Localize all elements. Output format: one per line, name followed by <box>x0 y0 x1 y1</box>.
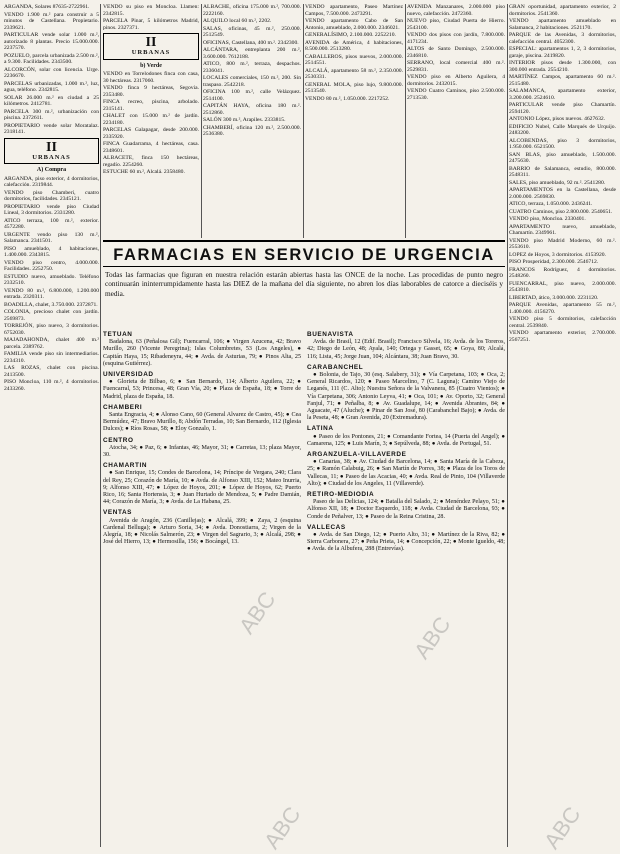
classified-ad: PISO Moncloa, 110 m.², 4 dormitorios. 2433260. <box>4 379 99 392</box>
classified-ad: VENDO piso Chamberí, cuatro dormitorios, facilidades. 2345121. <box>4 189 99 202</box>
classified-ad: URGENTE vendo piso 130 m.², Salamanca. 2341501. <box>4 231 99 244</box>
classified-ad: VENDO 1.900 m.² para construir a 5 minutos de Castellana. Propietario. 2339621. <box>4 11 99 31</box>
classified-ad: ALCALÁ, apartamento 58 m.², 2.350.000. 2530331. <box>305 67 403 80</box>
classified-ad: PARCELAS urbanizadas, 1.000 m.², luz, agua, teléfono. 2342815. <box>4 80 99 93</box>
classified-ad: VENDO piso 5 dormitorios, calefacción central. 2539840. <box>509 316 616 329</box>
classified-ad: OFICINA 100 m.², calle Velázquez. 2514100. <box>203 89 301 102</box>
classified-ad: PARQUE de las Avenidas, 3 dormitorios, calefacción central. 4052300. <box>509 32 616 45</box>
pharmacies-title: FARMACIAS EN SERVICIO DE URGENCIA <box>113 246 495 264</box>
column-rule <box>303 4 304 238</box>
classified-ad: EDIFICIO Nubel, Calle Marqués de Urquijo. 2483200. <box>509 123 616 136</box>
classified-ad: ALBACHE, oficina 175.000 m.², 700.000. 2222160. <box>203 4 301 17</box>
classified-ad: CHALET con 15.000 m.² de jardín. 2234180. <box>103 113 199 126</box>
district-pharmacy-list: Badalona, 63 (Peñalosa Gil); Fuencarral, 106; ● Virgen Azucena, 42; Bravo Murillo, 260 (Vicente Peregrina); Islas Columbretes, 53 (Los Angeles), ● Capitán Haya, 15; Ribadeneyra, 44; ● Avda. de Asturias, 79; ● Pinos Alta, 25 (esquina Gutiérrez). <box>103 339 301 367</box>
section-heading-urbanas <box>103 33 199 60</box>
pharmacies-banner <box>103 240 505 267</box>
watermark: ABC <box>538 802 586 854</box>
classified-ad: LIBERTAD, ático, 3.000.000. 2231120. <box>509 294 599 301</box>
classified-ad: MARTÍNEZ Campos, apartamento 60 m.². 2515480. <box>509 74 616 87</box>
district-pharmacy-list: Avenida de Aragón, 236 (Canillejas); ● Alcalá, 399; ● Zaya, 2 (esquina Cardenal Belluga); ● Arturo Soria, 34; ● Avda. Donostiarra, 2; Virgen de la Alegría, 18; ● Nicolás Salmerón, 23; ● Virgen del Sagrario, 3; ● Alcalá, 298; ● José del Hierro, 13; ● Hermosilla, 156; ● Bocángel, 13. <box>103 517 301 546</box>
classified-ad: VENDO piso en Alberto Aguilera, 4 dormitorios. 2432015. <box>407 74 505 87</box>
classified-ad: SOLAR 26.000 m.² en ciudad a 25 kilómetros. 2412781. <box>4 94 99 107</box>
classified-ad: PARTICULAR vende solar 1.000 m.², autorizado 8 plantas. Precio 15.000.000. 2237570. <box>4 32 99 51</box>
classifieds-column-1 <box>4 4 99 847</box>
district-heading: CHAMBERI <box>103 403 143 411</box>
district-pharmacy-list: ● Avda. de San Diego, 12; ● Puerto Alto, 31; ● Martínez de la Riva, 82; ● Sierra Carbonera, 27; ● Peña Prieta, 14; ● Concepción, 22; ● Monte Igueldo, 48; ● Avda. de la Albufera, 288 (Entrevías). <box>307 532 505 553</box>
district-pharmacy-list: ● San Enrique, 15; Condes de Barcelona, 14; Príncipe de Vergara, 240; Clara del Rey, 25; Corazón de María, 10; ● Avda. de Alfonso XIII, 152; Mateo Inurria, 9; Alfonso XIII, 47; ● López de Hoyos, 201; ● López de Hoyos, 62; Puerto Rico, 16; Santa Hortensia, 3; ● Juan Hurtado de Mendoza, 5; ● Padre Damián, 44; Corazón de María, 3; ● Avda. de La Habana, 25. <box>103 470 301 506</box>
classified-ad: ALCOBENDAS, piso 3 dormitorios, 1.950.000. 6521500. <box>509 137 616 150</box>
classified-ad: PARTICULAR vende piso Chamartín. 2594120. <box>509 102 616 115</box>
classified-ad: VENDO Cuatro Caminos, piso 2.500.000. 2713530. <box>407 88 505 101</box>
section-heading-urbanas <box>4 138 99 165</box>
classified-ad: OFICINAS, Castellana, 400 m.². 2342300. <box>203 39 299 46</box>
classified-ad: ALQUILO local 60 m.², 2202. <box>203 18 272 24</box>
classified-ad: PARCELA 300 m.², urbanización con piscina. 2372611. <box>4 108 99 121</box>
classified-ad: COLONIA, precioso chalet con jardín. 2569873. <box>4 309 99 322</box>
classified-ad: TORREJÓN, piso nuevo, 3 dormitorios. 6752030. <box>4 323 99 336</box>
classified-ad: NUEVO piso, Ciudad Puerta de Hierro. 2543100. <box>407 18 505 31</box>
district-heading: CARABANCHEL <box>307 363 364 371</box>
pharmacies-column-left <box>103 328 301 846</box>
classified-ad: BARRIO de Salamanca, estudio, 800.000. 2548311. <box>509 165 616 178</box>
district-pharmacy-list: ● Paseo de los Pontones, 21; ● Comandante Fortea, 14 (Puerta del Angel); ● Camarena, 125; ● Luis Marín, 3; ● Sepúlveda, 88; ● Avda. de Portugal, 51. <box>307 433 505 447</box>
watermark: ABC <box>233 587 281 639</box>
section-label: URBANAS <box>131 49 171 56</box>
watermark: ABC <box>258 802 306 854</box>
district-heading: RETIRO-MEDIODIA <box>307 491 375 499</box>
classifieds-column-5 <box>407 4 505 240</box>
classified-ad: LOCALES comerciales, 150 m.², 200. Sin traspaso. 2542218. <box>203 75 301 88</box>
district-pharmacy-list: Santa Engracia, 4; ● Alonso Cano, 60 (General Alvarez de Castro, 45); ● Cea Bermúdez, 47; Bravo Murillo, 8; Abdón Terradas, 10; San Bernardo, 112 (Iglesia Dulces); ● Ríos Rosas, 58; ● Eloy Gonzalo, 1. <box>103 412 301 433</box>
classified-ad: ALCÁNTARA, entreplanta 200 m.², 3.600.000. 7612188. <box>203 47 301 60</box>
classified-ad: CUATRO Caminos, piso 2.800.000. 2540651. <box>509 208 613 215</box>
classified-ad: VENDO piso Madrid Moderno, 60 m.². 2553610. <box>509 237 616 250</box>
classified-ad: ALCORCÓN, solar con licencia. Urge. 2236670. <box>4 66 99 79</box>
classified-ad: ARGANDA, Solares 87635-2722961. <box>4 4 90 10</box>
classified-ad: ARGANDA, piso exterior, 4 dormitorios, calefacción. 2319844. <box>4 175 99 188</box>
classifieds-column-4 <box>305 4 403 240</box>
classified-ad: LOPEZ de Hoyos, 3 dormitorios. 4153920. <box>509 251 606 258</box>
district-heading: ARGANZUELA-VILLAVERDE <box>307 451 407 459</box>
classified-ad: INTERIOR pisos desde 1.300.000, con 300.000 entrada. 2554210. <box>509 60 616 73</box>
district-heading: CENTRO <box>103 436 134 444</box>
classified-ad: BOADILLA, chalet, 3.750.000. 2372871. <box>4 301 98 308</box>
ads-list-top <box>4 4 99 136</box>
classified-ad: SALAS, oficinas, 45 m.², 250.000. 2512549. <box>203 25 301 38</box>
classified-ad: FAMILIA vende piso sin intermediarios. 2234310. <box>4 351 99 364</box>
classified-ad: SALÓN 300 m.², Arapiles. 2333815. <box>203 117 286 123</box>
classified-ad: PARCELA Pinar, 5 kilómetros Madrid, pinos. 2327371. <box>103 18 199 31</box>
classified-ad: VENDO dos pisos con jardín, 7.800.000. 4171234. <box>407 32 505 45</box>
section-number: II <box>46 139 57 155</box>
classified-ad: PISO amueblado, 4 habitaciones, 1.400.000. 2343815. <box>4 245 99 258</box>
district-heading: VALLECAS <box>307 523 346 531</box>
classified-ad: VENDO piso, Moncloa. 2330401. <box>509 216 586 222</box>
classified-ad: CHAMBERÍ, oficina 120 m.², 2.500.000. 2536380. <box>203 124 301 137</box>
classified-ad: VENDO en Torrelodones finca con casa, 30 hectáreas. 2317060. <box>103 71 199 84</box>
classified-ad: SERRANO, local comercial 400 m.². 2529831. <box>407 60 505 73</box>
classified-ad: FRANCOS Rodríguez, 4 dormitorios. 2548260. <box>509 266 616 279</box>
classified-ad: POZUELO, parcela urbanizada 2.500 m.², a 9.300. Facilidades. 2343500. <box>4 52 99 65</box>
pharmacies-section <box>103 240 505 847</box>
district-heading: BUENAVISTA <box>307 331 354 338</box>
classifieds-column-2 <box>103 4 199 240</box>
classified-ad: ANTONIO López, pisos nuevos. 4627632. <box>509 116 606 122</box>
classified-ad: FINCA Guadarrama, 4 hectáreas, casa. 2348601. <box>103 141 199 154</box>
classified-ad: ATICO terraza, 100 m.², exterior. 4572280. <box>4 217 99 230</box>
classified-ad: ESPECIAL: apartamentos 1, 2, 3 dormitorios, garaje, piscina. 2419820. <box>509 46 616 59</box>
district-heading: VENTAS <box>103 509 133 517</box>
classified-ad: CABALLEROS, pisos nuevos, 2.000.000. 2514551. <box>305 53 403 66</box>
pharmacies-column-right <box>307 328 505 846</box>
section-label: URBANAS <box>32 153 71 161</box>
classified-ad: VENDO apartamento Cabo de San Antonio, amueblado, 2.000.000. 2346021. <box>305 18 403 31</box>
classified-ad: VENDO finca 9 hectáreas, Segovia. 2353480. <box>103 85 199 98</box>
column-rule <box>201 4 202 238</box>
classified-ad: ATICO, terraza, 1.050.000. 2436241. <box>509 201 593 207</box>
classified-ad: FINCA recreo, piscina, arbolado. 2315141. <box>103 99 199 112</box>
ads-list-urbanas <box>4 176 99 393</box>
district-pharmacy-list: Avda. de Brasil, 12 (Edif. Brasil); Francisco Silvela, 16; Avda. de los Toreros, 42; Diego de León, 48; Ayala, 140; Ortega y Gasset, 65; ● Goya, 80; Alcalá, 116; Lista, 45; Jorge Juan, 104; Alcántara, 38; Juan Bravo, 30. <box>307 339 505 360</box>
pharmacies-intro: Todas las farmacias que figuran en nuestra relación estarán abiertas hasta las ONCE de la noche. Las procedidas de punto negro continuarán ininterrumpidamente hasta las DIEZ de la mañana del día siguiente, no abren los días laborables de catorce a dieciséis y media. <box>105 270 503 298</box>
classified-ad: GENERAL MOLA, piso lujo, 9.800.000. 2513540. <box>305 81 403 94</box>
classified-ad: VENDO apartamento exterior, 2.700.000. 2567251. <box>509 330 616 343</box>
pharmacies-columns <box>103 328 505 846</box>
classified-ad: LAS ROZAS, chalet con piscina. 2413500. <box>4 365 99 378</box>
classified-ad: ESTUDIO nuevo, amueblado. Teléfono 2332510. <box>4 273 99 286</box>
classifieds-column-3 <box>203 4 301 240</box>
classified-ad: VENDO piso centro, 4.000.000. Facilidades. 2252750. <box>4 259 99 272</box>
classified-ad: AVENIDA de América, 4 habitaciones, 8.500.000. 2513280. <box>305 39 403 52</box>
district-heading: UNIVERSIDAD <box>103 371 154 379</box>
classified-ad: MAJADAHONDA, chalet 400 m.² parcela. 2389762. <box>4 337 99 350</box>
classified-ad: VENDO apartamento amueblado en Salamanca, 2 habitaciones. 2521170. <box>509 18 616 31</box>
classifieds-column-6 <box>509 4 616 847</box>
district-heading: TETUAN <box>103 331 133 338</box>
classified-ad: PARCELAS Galapagar, desde 200.000. 2335920. <box>103 127 199 140</box>
district-pharmacy-list: Paseo de las Delicias, 124; ● Batalla del Salado, 2; ● Menéndez Pelayo, 51; ● Alfonso XII, 18; ● Doctor Esquerdo, 118; ● Avda. Ciudad de Barcelona, 93; ● Conde de Peñalver, 13; ● Paseo de la Reina Cristina, 28. <box>307 499 505 520</box>
classified-ad: ALTOS de Santo Domingo, 2.500.000. 2346810. <box>407 46 505 59</box>
district-pharmacy-list: ● Bolonia, de Tajo, 30 (esq. Salabery, 31); ● Vía Carpetana, 103; ● Oca, 2; General Ricardos, 120; ● Paseo Marcelino, 7 (C. Laguna); Camino Viejo de Leganés, 111 (C. Alto); Nuestra Señora de la Valvanera, 85 (Cuatro Vientos); ● Vía Carpetana, 306; Antonio Leyva, 41; ● Oca, 101; ● Av. Oporto, 32; General Fanjul, 71; ● Peñalba, 8; ● Av. Guadalupe, 14; ● Avenida Abrantes, 84; ● Aguacate, 47 (Aluche); ● Pinar de San José, 80 (Carabanchel Bajo); ● Avda. de la Peseta, 48; ● Gran Avenida, 20 (Extremadura). <box>307 372 505 422</box>
classified-ad: GENERALÍSIMO, 2.100.000. 2252210. <box>305 32 396 38</box>
column-rule <box>405 4 406 238</box>
classified-ad: SALAMANCA, apartamento exterior, 3.200.000. 2524610. <box>509 88 616 101</box>
district-pharmacy-list: ● Glorieta de Bilbao, 6; ● San Bernardo, 114; Alberto Aguilera, 22; ● Fuencarral, 53; Princesa, 48; Gran Vía, 20; ● Plaza de España, 18; ● Torre de Madrid, plaza de España, 18. <box>103 379 301 400</box>
classified-ad: APARTAMENTOS en la Castellana, desde 2.000.000. 2569830. <box>509 187 616 200</box>
classified-ad: ESTUCHE 60 m.², Alcalá. 2358480. <box>103 169 185 175</box>
watermark: ABC <box>408 612 456 664</box>
classified-ad: PISO Prosperidad, 2.300.000. 2546712. <box>509 259 599 265</box>
classified-ad: VENDO 80 m.², 1.050.000. 2217252. <box>305 95 390 102</box>
column-rule <box>100 4 101 847</box>
district-pharmacy-list: Atocha, 34; ● Paz, 6; ● Infantas, 46; Mayor, 31; ● Carretas, 13; plaza Mayor, 30. <box>103 444 301 459</box>
classified-ad: CAPITÁN HAYA, oficina 180 m.². 2512860. <box>203 103 301 116</box>
subsection-heading: A) Compra <box>36 167 67 173</box>
classified-ad: VENDO 80 m.², 6.800.000, 1.200.000 entrada. 2320311. <box>4 287 99 300</box>
district-heading: LATINA <box>307 425 334 433</box>
classified-ad: SAN BLAS, piso amueblado, 1.500.000. 2475630. <box>509 151 616 164</box>
classified-ad: ATICO, 800 m.², terraza, despachos. 2336041. <box>203 61 301 74</box>
classified-ad: APARTAMENTO nuevo, amueblado, Chamartín. 2349961. <box>509 223 616 236</box>
classified-ad: PROPIETARIO vende piso Ciudad Lineal, 3 dormitorios. 2331280. <box>4 203 99 216</box>
classified-ad: FUENCARRAL, piso nuevo, 2.000.000. 2543810. <box>509 280 616 293</box>
district-heading: CHAMARTIN <box>103 462 148 470</box>
section-number: II <box>145 35 157 50</box>
classified-ad: PROPIETARIO vende solar Moratalaz. 2318141. <box>4 122 99 135</box>
classified-ad: GRAN oportunidad, apartamento exterior, 2 dormitorios. 2541360. <box>509 4 616 17</box>
column-rule <box>507 4 508 847</box>
subsection-heading: b) Verde <box>140 62 162 69</box>
classified-ad: SALES, piso amueblado, 92 m.². 2541280. <box>509 179 606 186</box>
classified-ad: VENDO su piso en Moncloa. Llamen: 2342815. <box>103 4 199 17</box>
classified-ad: PARQUE Avenidas, apartamento 55 m.², 1.400.000. 4156270. <box>509 302 616 315</box>
classified-ad: ALBACETE, finca 150 hectáreas, regadío. 2254260. <box>103 155 199 168</box>
classified-ad: VENDO apartamento, Paseo Martínez Campos, 7.500.000. 2473291. <box>305 4 403 17</box>
district-pharmacy-list: ● Canarias, 38; ● Av. Ciudad de Barcelona, 14; ● Santa María de la Cabeza, 25; ● Ramón Calabuig, 26; ● San Martín de Porres, 38; ● Plaza de los Toros de Vallecas, 11; ● Paseo de las Acacias, 40; ● Avda. Real de Pinto, 104 (Villaverde Alto); ● Ciudad de los Angeles, 11 (Villaverde). <box>307 459 505 487</box>
classified-ad: AVENIDA Manzanares, 2.000.000 piso nuevo, calefacción. 2472360. <box>407 4 505 17</box>
